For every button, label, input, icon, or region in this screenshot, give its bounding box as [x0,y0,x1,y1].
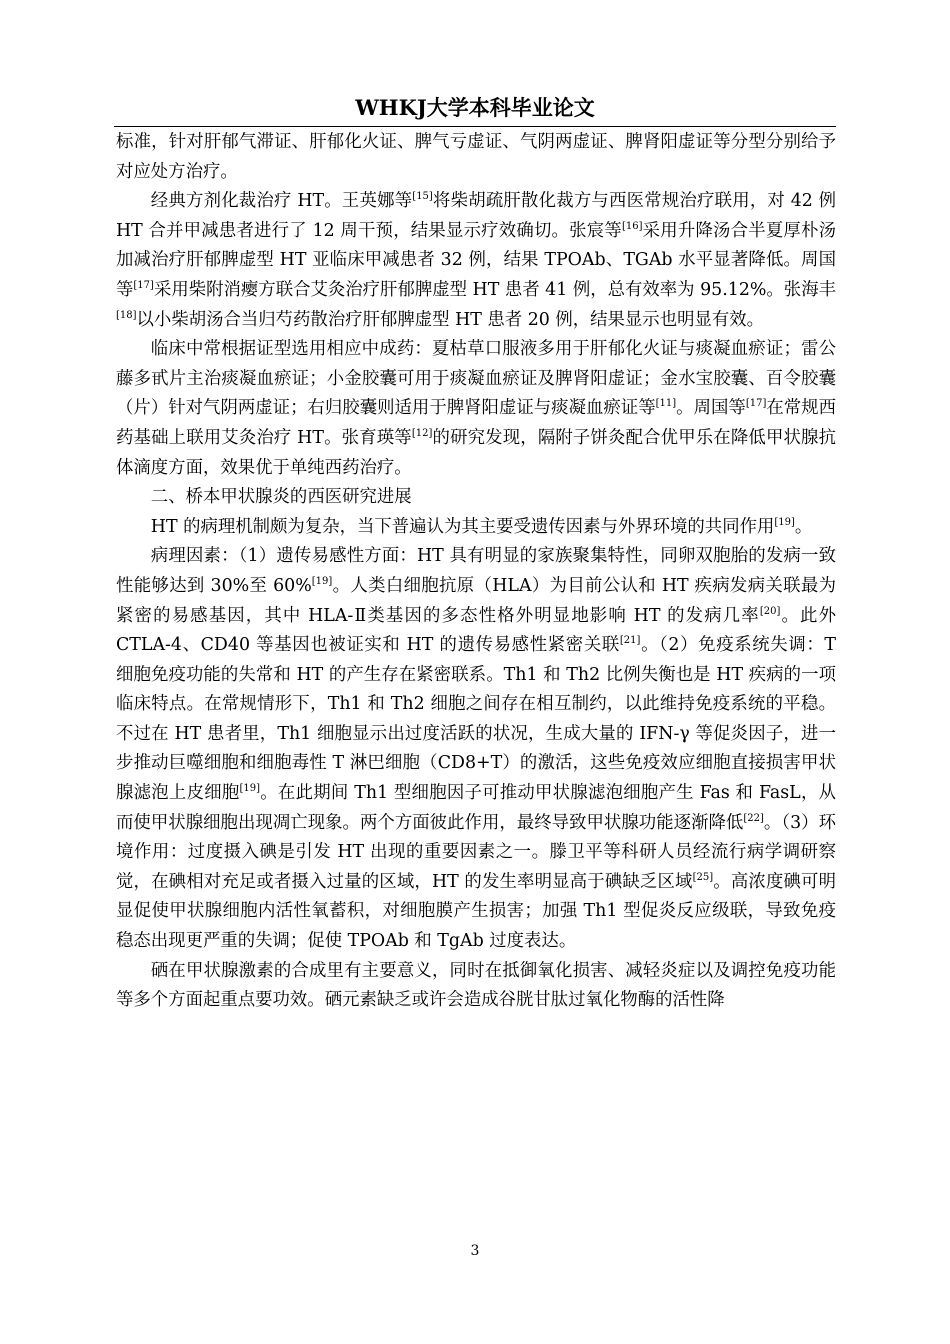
citation-ref: [17] [133,280,154,292]
citation-ref: [19] [239,783,261,795]
citation-ref: [11] [655,398,677,410]
paragraph-text: 病理因素：（1）遗传易感性方面：HT 具有明显的家族聚集特性，同卵双胞胎的发病一致性能够达到 30%至 60% [116,546,836,596]
paragraph [116,128,836,187]
paragraph-text: 以小柴胡汤合当归芍药散治疗肝郁脾虚型 HT 患者 20 例，结果显示也明显有效。 [136,309,765,330]
citation-ref: [20] [759,605,781,617]
citation-ref: [19] [774,516,795,528]
citation-ref: [22] [743,812,764,824]
paragraph-text: 。（2）免疫系统失调：T 细胞免疫功能的失常和 HT 的产生存在紧密联系。Th1 和 Th2 比例失衡也是 HT 疾病的一项临床特点。在常规情形下，Th1 和 Th2 细胞之间存在相互制约，以此维持免疫系统的平稳。不过在 HT 患者里，Th1 细胞显示出过度活跃的状况，生成大量的 IFN-γ 等促炎因子，进一步推动巨噬细胞和细胞毒性 T 淋巴细胞（CD8+T）的激活，这些免疫效应细胞直接损害甲状腺滤泡上皮细胞 [116,635,837,804]
paragraph-text: 。（3）环境作用：过度摄入碘是引发 HT 出现的重要因素之一。滕卫平等科研人员经流行病学调研察觉，在碘相对充足或者摄入过量的区域，HT 的发生率明显高于碘缺乏区域 [116,812,836,892]
paragraph-text: 硒在甲状腺激素的合成里有主要意义，同时在抵御氧化损害、减轻炎症以及调控免疫功能等多个方面起重点要功效。硒元素缺乏或许会造成谷胱甘肽过氧化物酶的活性降 [116,960,836,1011]
paragraph-text: 采用升降汤合半夏厚朴汤加减治疗肝郁脾虚型 HT 亚临床甲减患者 32 例，结果 TPOAb、TGAb 水平显著降低。周国等 [116,220,836,300]
paragraph-text: 。人类白细胞抗原（HLA）为目前公认和 HT 疾病发病关联最为紧密的易感基因，其中 HLA-Ⅱ类基因的多态性格外明显地影响 HT 的发病几率 [116,575,836,626]
page-number: 3 [470,1243,480,1259]
paragraph [116,957,836,1016]
citation-ref: [21] [619,635,641,647]
paragraph-text: 。高浓度碘可明显促使甲状腺细胞内活性氧蓄积，对细胞膜产生损害；加强 Th1 型促炎反应级联，导致免疫稳态出现更严重的失调；促使 TPOAb 和 TgAb 过度表达。 [116,871,836,952]
paragraph-text: 。 [794,516,813,537]
paragraph-text: HT 的病理机制颇为复杂，当下普遍认为其主要受遗传因素与外界环境的共同作用 [150,516,775,537]
paragraph-text: 经典方剂化裁治疗 HT。王英娜等 [150,191,413,212]
paragraph-text: 。此外 CTLA-4、CD40 等基因也被证实和 HT 的遗传易感性紧密关联 [116,605,836,656]
citation-ref: [12] [411,428,433,440]
header-divider [114,126,836,127]
paragraph [116,187,836,335]
paragraph-text: 。在此期间 Th1 型细胞因子可推动甲状腺滤泡细胞产生 Fas 和 FasL，从而使甲状腺细胞出现凋亡现象。两个方面彼此作用，最终导致甲状腺功能逐渐降低 [116,783,836,833]
paragraph-text: 采用柴附消瘿方联合艾灸治疗肝郁脾虚型 HT 患者 41 例，总有效率为 95.12%。张海丰 [153,279,836,300]
paragraph-text: 。周国等 [676,398,746,419]
paragraph [116,335,836,483]
thesis-header: WHKJ大学本科毕业论文 [355,95,595,120]
paragraph [116,513,836,543]
paragraph [116,483,836,513]
citation-ref: [15] [412,191,433,203]
paragraph-text: 的研究发现，隔附子饼灸配合优甲乐在降低甲状腺抗体滴度方面，效果优于单纯西药治疗。 [116,427,836,478]
citation-ref: [18] [116,309,137,321]
citation-ref: [19] [311,576,333,588]
document-body [116,128,836,1016]
paragraph-text: 临床中常根据证型选用相应中成药：夏枯草口服液多用于肝郁化火证与痰凝血瘀证；雷公藤多甙片主治痰凝血瘀证；小金胶囊可用于痰凝血瘀证及脾肾阳虚证；金水宝胶囊、百令胶囊（片）针对气阴两虚证；右归胶囊则适用于脾肾阳虚证与痰凝血瘀证等 [116,339,836,419]
paragraph-text: 将柴胡疏肝散化裁方与西医常规治疗联用，对 42 例 HT 合并甲减患者进行了 12 周干预，结果显示疗效确切。张宸等 [116,191,837,241]
paragraph-text: 标准，针对肝郁气滞证、肝郁化火证、脾气亏虚证、气阴两虚证、脾肾阳虚证等分型分别给予对应处方治疗。 [116,132,836,182]
paragraph-text: 在常规西药基础上联用艾灸治疗 HT。张育瑛等 [116,398,836,448]
citation-ref: [25] [692,872,714,884]
paragraph [116,542,836,956]
citation-ref: [16] [621,220,643,232]
citation-ref: [17] [745,398,767,410]
paragraph-text: 二、桥本甲状腺炎的西医研究进展 [150,487,412,508]
